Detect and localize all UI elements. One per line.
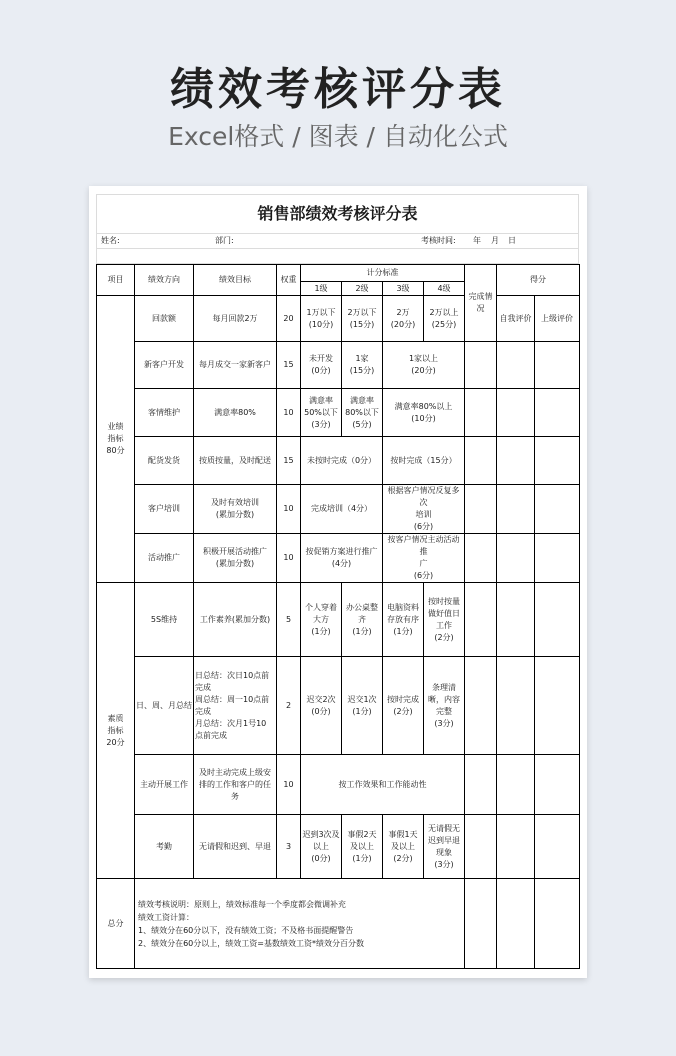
- row-weight: 10: [277, 755, 301, 815]
- level-cell: 电脑资料 存放有序 (1分): [383, 583, 424, 657]
- row-target: 工作素养(累加分数): [194, 583, 277, 657]
- header-item: 项目: [97, 265, 135, 296]
- month-label: 月: [491, 236, 499, 245]
- row-direction: 活动推广: [135, 534, 194, 583]
- dept-label: 部门:: [215, 236, 234, 245]
- level-cell: 个人穿着 大方 (1分): [301, 583, 342, 657]
- header-level-3: 3级: [383, 282, 424, 296]
- row-weight: 10: [277, 389, 301, 437]
- info-row: [96, 233, 579, 248]
- spreadsheet: [96, 194, 579, 972]
- level-cell: 事假1天 及以上 (2分): [383, 815, 424, 879]
- level-cell: 按时完成（15分）: [383, 437, 465, 485]
- self-eval-cell[interactable]: [497, 534, 535, 583]
- row-target: 日总结：次日10点前 完成 周总结：周一10点前 完成 月总结：次月1号10 点前完成: [194, 657, 277, 755]
- level-cell: 办公桌整 齐 (1分): [342, 583, 383, 657]
- header-level-1: 1级: [301, 282, 342, 296]
- row-target: 积极开展活动推广 (累加分数): [194, 534, 277, 583]
- level-cell: 1家 (15分): [342, 342, 383, 389]
- level-cell: 根据客户情况反复多次 培训 (6分): [383, 485, 465, 534]
- superior-eval-header: 上级评价: [535, 296, 580, 342]
- completion-cell[interactable]: [465, 485, 497, 534]
- self-eval-cell[interactable]: [497, 389, 535, 437]
- self-eval-cell[interactable]: [497, 485, 535, 534]
- row-direction: 5S维持: [135, 583, 194, 657]
- row-direction: 日、周、月总结: [135, 657, 194, 755]
- document-preview: [89, 186, 587, 978]
- superior-eval-cell[interactable]: [535, 755, 580, 815]
- row-weight: 15: [277, 437, 301, 485]
- completion-cell[interactable]: [465, 879, 497, 969]
- superior-eval-cell[interactable]: [535, 815, 580, 879]
- self-eval-cell[interactable]: [497, 657, 535, 755]
- level-cell: 条理清 晰，内容 完整 (3分): [424, 657, 465, 755]
- level-cell: 按时完成 (2分): [383, 657, 424, 755]
- row-direction: 考勤: [135, 815, 194, 879]
- row-weight: 10: [277, 534, 301, 583]
- row-target: 及时有效培训 (累加分数): [194, 485, 277, 534]
- row-weight: 10: [277, 485, 301, 534]
- row-direction: 配货发货: [135, 437, 194, 485]
- self-eval-cell[interactable]: [497, 815, 535, 879]
- level-cell: 满意率 50%以下 (3分): [301, 389, 342, 437]
- evaluation-table: [96, 264, 580, 969]
- row-target: 满意率80%: [194, 389, 277, 437]
- row-direction: 新客户开发: [135, 342, 194, 389]
- level-cell: 满意率80%以上 (10分): [383, 389, 465, 437]
- blank-row: [96, 248, 579, 264]
- row-weight: 3: [277, 815, 301, 879]
- level-cell: 完成培训（4分）: [301, 485, 383, 534]
- row-target: 及时主动完成上级安 排的工作和客户的任 务: [194, 755, 277, 815]
- level-cell: 事假2天 及以上 (1分): [342, 815, 383, 879]
- time-label: 考核时间:: [421, 236, 456, 245]
- level-cell: 未按时完成（0分）: [301, 437, 383, 485]
- row-weight: 2: [277, 657, 301, 755]
- superior-eval-cell[interactable]: [535, 583, 580, 657]
- self-eval-header: 自我评价: [497, 296, 535, 342]
- level-cell: 2万以上 (25分): [424, 296, 465, 342]
- completion-cell[interactable]: [465, 342, 497, 389]
- row-target: 每月成交一家新客户: [194, 342, 277, 389]
- document-title: 销售部绩效考核评分表: [96, 194, 579, 233]
- self-eval-cell[interactable]: [497, 583, 535, 657]
- row-weight: 15: [277, 342, 301, 389]
- row-weight: 20: [277, 296, 301, 342]
- section-quality: 素质 指标 20分: [97, 583, 135, 879]
- row-target: 每月回款2万: [194, 296, 277, 342]
- completion-cell[interactable]: [465, 389, 497, 437]
- superior-eval-cell[interactable]: [535, 437, 580, 485]
- superior-eval-cell[interactable]: [535, 389, 580, 437]
- superior-eval-cell[interactable]: [535, 485, 580, 534]
- level-cell: 按促销方案进行推广 (4分): [301, 534, 383, 583]
- completion-cell[interactable]: [465, 534, 497, 583]
- level-cell: 迟交2次 (0分): [301, 657, 342, 755]
- level-cell: 按时按量 做好值日 工作 (2分): [424, 583, 465, 657]
- completion-cell[interactable]: [465, 755, 497, 815]
- level-cell: 迟交1次 (1分): [342, 657, 383, 755]
- hero-title: 绩效考核评分表: [170, 64, 506, 115]
- day-label: 日: [508, 236, 516, 245]
- completion-cell[interactable]: [465, 437, 497, 485]
- level-cell: 1家以上 (20分): [383, 342, 465, 389]
- header-standard: 计分标准: [301, 265, 465, 282]
- superior-eval-cell[interactable]: [535, 657, 580, 755]
- header-target: 绩效目标: [194, 265, 277, 296]
- hero-subtitle: Excel格式 / 图表 / 自动化公式: [168, 122, 508, 151]
- section-performance: 业绩 指标 80分: [97, 296, 135, 583]
- superior-eval-cell[interactable]: [535, 534, 580, 583]
- row-target: 无请假和迟到、早退: [194, 815, 277, 879]
- completion-cell[interactable]: [465, 815, 497, 879]
- header-level-4: 4级: [424, 282, 465, 296]
- superior-eval-cell[interactable]: [535, 879, 580, 969]
- level-cell: 未开发 (0分): [301, 342, 342, 389]
- row-direction: 客情维护: [135, 389, 194, 437]
- section-summary: 总分: [97, 879, 135, 969]
- level-cell: 2万 (20分): [383, 296, 424, 342]
- header-weight: 权重: [277, 265, 301, 296]
- level-cell: 无请假无 迟到早退 现象 (3分): [424, 815, 465, 879]
- year-label: 年: [473, 236, 481, 245]
- level-cell: 迟到3次及 以上 (0分): [301, 815, 342, 879]
- self-eval-cell[interactable]: [497, 342, 535, 389]
- header-completion: 完成情况: [465, 265, 497, 342]
- completion-cell[interactable]: [465, 657, 497, 755]
- superior-eval-cell[interactable]: [535, 342, 580, 389]
- self-eval-cell[interactable]: [497, 755, 535, 815]
- row-direction: 客户培训: [135, 485, 194, 534]
- row-weight: 5: [277, 583, 301, 657]
- summary-notes: 绩效考核说明：原则上，绩效标准每一个季度都会微调补充 绩效工资计算： 1、绩效分在60分以下，没有绩效工资；不及格书面提醒警告 2、绩效分在60分以上，绩效工资=基数绩效工资*绩效分百分数: [135, 879, 465, 969]
- name-label: 姓名:: [101, 236, 120, 245]
- self-eval-cell[interactable]: [497, 437, 535, 485]
- header-direction: 绩效方向: [135, 265, 194, 296]
- level-cell: 按工作效果和工作能动性: [301, 755, 465, 815]
- level-cell: 按客户情况主动活动推 广 (6分): [383, 534, 465, 583]
- row-direction: 主动开展工作: [135, 755, 194, 815]
- completion-cell[interactable]: [465, 583, 497, 657]
- self-eval-cell[interactable]: [497, 879, 535, 969]
- level-cell: 1万以下 (10分): [301, 296, 342, 342]
- level-cell: 2万以下 (15分): [342, 296, 383, 342]
- header-score: 得分: [497, 265, 580, 296]
- level-cell: 满意率 80%以下 (5分): [342, 389, 383, 437]
- header-level-2: 2级: [342, 282, 383, 296]
- row-direction: 回款额: [135, 296, 194, 342]
- row-target: 按质按量，及时配送: [194, 437, 277, 485]
